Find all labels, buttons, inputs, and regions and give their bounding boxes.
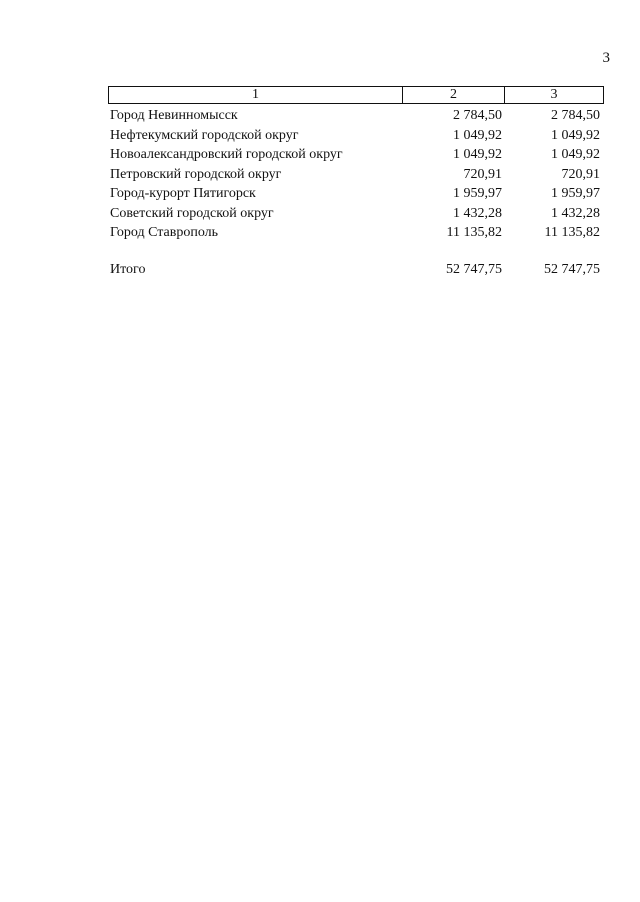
row-name: Город Ставрополь [110, 225, 219, 240]
row-value-col3: 11 135,82 [544, 225, 600, 240]
row-value-col2: 1 049,92 [453, 127, 502, 143]
table-header [108, 86, 604, 104]
row-value-col2: 1 049,92 [453, 147, 502, 162]
column-header-3: 3 [550, 87, 558, 102]
column-header-2: 2 [403, 87, 505, 103]
table-row [108, 204, 604, 224]
total-value-col2: 52 747,75 [446, 262, 502, 277]
row-name: Город Невинномысск [110, 108, 238, 123]
table-row [108, 106, 604, 126]
row-value-col3: 1 959,97 [551, 186, 600, 201]
row-name: Нефтекумский городской округ [110, 127, 299, 143]
row-name: Советский городской округ [110, 205, 274, 221]
table-row [108, 223, 604, 243]
row-value-col3: 1 049,92 [551, 127, 600, 143]
row-value-col2: 720,91 [463, 166, 502, 182]
table-row [108, 145, 604, 165]
row-value-col3: 720,91 [561, 166, 600, 182]
table-row [108, 165, 604, 185]
row-value-col3: 2 784,50 [551, 108, 600, 123]
row-value-col2: 1 959,97 [453, 186, 502, 201]
row-value-col3: 1 432,28 [551, 205, 600, 221]
row-value-col2: 1 432,28 [453, 205, 502, 221]
row-name: Новоалександровский городской округ [110, 147, 343, 162]
page-number: 3 [602, 50, 610, 66]
row-name: Петровский городской округ [110, 166, 282, 182]
table-row [108, 184, 604, 204]
row-value-col2: 2 784,50 [453, 108, 502, 123]
total-label: Итого [110, 262, 146, 277]
table-body [108, 106, 604, 243]
row-value-col2: 11 135,82 [446, 225, 502, 240]
row-name: Город-курорт Пятигорск [110, 186, 256, 201]
table-total-row [108, 260, 604, 280]
row-value-col3: 1 049,92 [551, 147, 600, 162]
total-value-col3: 52 747,75 [544, 262, 600, 277]
table-row [108, 126, 604, 146]
column-header-1: 1 [109, 87, 403, 103]
